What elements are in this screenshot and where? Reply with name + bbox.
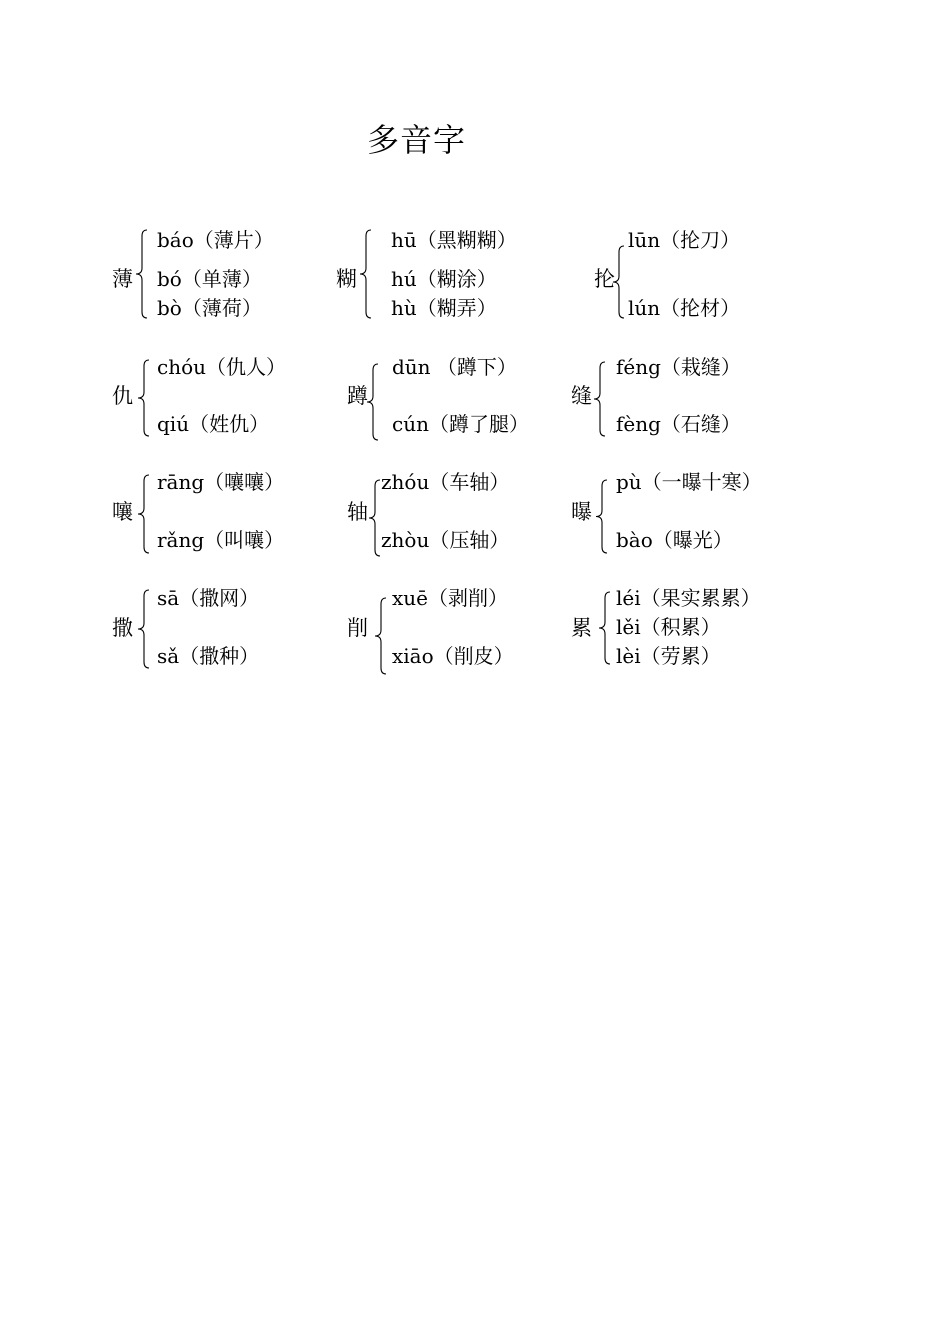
reading-line: [616, 644, 721, 668]
example-word: （蹲了腿）: [428, 412, 529, 436]
reading-line: [157, 296, 262, 320]
reading-line: [381, 470, 509, 494]
curly-brace: [373, 598, 389, 674]
reading-line: [616, 586, 761, 610]
example-word: （姓仇）: [189, 412, 270, 436]
headword-char: 轴: [347, 500, 368, 524]
pinyin: chóu: [157, 355, 207, 379]
curly-brace: [592, 362, 608, 436]
headword-char: 蹲: [347, 384, 368, 408]
pinyin: xiāo: [392, 644, 434, 668]
headword-char: 缝: [571, 384, 592, 408]
example-word: （剥削）: [428, 586, 508, 610]
pinyin: pù: [616, 470, 642, 494]
reading-line: [157, 644, 259, 668]
curly-brace: [136, 360, 152, 436]
curly-brace: [597, 592, 613, 664]
reading-line: [628, 296, 740, 320]
pinyin: bò: [157, 296, 182, 320]
reading-line: [157, 470, 284, 494]
pinyin: lěi: [616, 615, 641, 639]
example-word: （嚷嚷）: [204, 470, 285, 494]
page-title: 多音字: [367, 121, 467, 159]
curly-brace: [136, 590, 152, 668]
pinyin: lūn: [628, 228, 661, 252]
pinyin: sǎ: [157, 644, 180, 668]
reading-line: [616, 615, 721, 639]
pinyin: bào: [616, 528, 653, 552]
pinyin: bó: [157, 267, 182, 291]
pinyin: báo: [157, 228, 194, 252]
example-word: （撒种）: [179, 644, 260, 668]
pinyin: qiú: [157, 412, 190, 436]
example-word: （一曝十寒）: [641, 470, 762, 494]
headword-char: 曝: [571, 500, 592, 524]
example-word: （糊弄）: [416, 296, 497, 320]
pinyin: zhòu: [381, 528, 430, 552]
pinyin: sā: [157, 586, 180, 610]
pinyin: lún: [628, 296, 661, 320]
headword-char: 糊: [336, 267, 357, 291]
reading-line: [157, 586, 259, 610]
example-word: （果实累累）: [640, 586, 761, 610]
reading-line: [392, 644, 514, 668]
headword-char: 撒: [112, 616, 133, 640]
reading-line: [616, 412, 741, 436]
example-word: （栽缝）: [660, 355, 741, 379]
example-word: （糊涂）: [416, 267, 497, 291]
headword-char: 仇: [112, 384, 133, 408]
reading-line: [616, 355, 741, 379]
pinyin: cún: [392, 412, 429, 436]
example-word: （抡材）: [660, 296, 741, 320]
reading-line: [157, 228, 274, 252]
example-word: （蹲下）: [430, 355, 517, 379]
reading-line: [628, 228, 740, 252]
headword-char: 抡: [594, 267, 615, 291]
reading-line: [391, 267, 497, 291]
example-word: （撒网）: [179, 586, 260, 610]
headword-char: 累: [571, 616, 592, 640]
reading-line: [157, 528, 284, 552]
example-word: （压轴）: [429, 528, 510, 552]
curly-brace: [136, 475, 152, 553]
reading-line: [157, 267, 262, 291]
reading-line: [157, 412, 269, 436]
reading-line: [391, 228, 517, 252]
example-word: （劳累）: [640, 644, 721, 668]
curly-brace: [358, 230, 374, 318]
reading-line: [616, 528, 733, 552]
reading-line: [157, 355, 286, 379]
headword-char: 嚷: [112, 500, 133, 524]
example-word: （薄片）: [193, 228, 274, 252]
example-word: （曝光）: [652, 528, 733, 552]
example-word: （积累）: [640, 615, 721, 639]
example-word: （车轴）: [429, 470, 510, 494]
curly-brace: [594, 480, 610, 553]
reading-line: [391, 296, 497, 320]
example-word: （单薄）: [181, 267, 262, 291]
reading-line: [392, 586, 508, 610]
reading-line: [392, 355, 517, 379]
example-word: （叫嚷）: [204, 528, 285, 552]
pinyin: dūn: [392, 355, 431, 379]
reading-line: [381, 528, 509, 552]
pinyin: rāng: [157, 470, 205, 494]
example-word: （石缝）: [660, 412, 741, 436]
headword-char: 削: [347, 616, 368, 640]
pinyin: hū: [391, 228, 417, 252]
example-word: （抡刀）: [660, 228, 741, 252]
pinyin: hú: [391, 267, 417, 291]
pinyin: féng: [616, 355, 661, 379]
example-word: （削皮）: [433, 644, 514, 668]
reading-line: [616, 470, 762, 494]
pinyin: léi: [616, 586, 641, 610]
reading-line: [392, 412, 529, 436]
pinyin: rǎng: [157, 528, 205, 552]
curly-brace: [365, 364, 381, 440]
pinyin: zhóu: [381, 470, 430, 494]
example-word: （薄荷）: [181, 296, 262, 320]
pinyin: hù: [391, 296, 417, 320]
headword-char: 薄: [112, 267, 133, 291]
example-word: （黑糊糊）: [416, 228, 517, 252]
pinyin: lèi: [616, 644, 641, 668]
curly-brace: [611, 246, 627, 318]
curly-brace: [134, 230, 150, 318]
pinyin: fèng: [616, 412, 661, 436]
pinyin: xuē: [392, 586, 428, 610]
example-word: （仇人）: [206, 355, 287, 379]
